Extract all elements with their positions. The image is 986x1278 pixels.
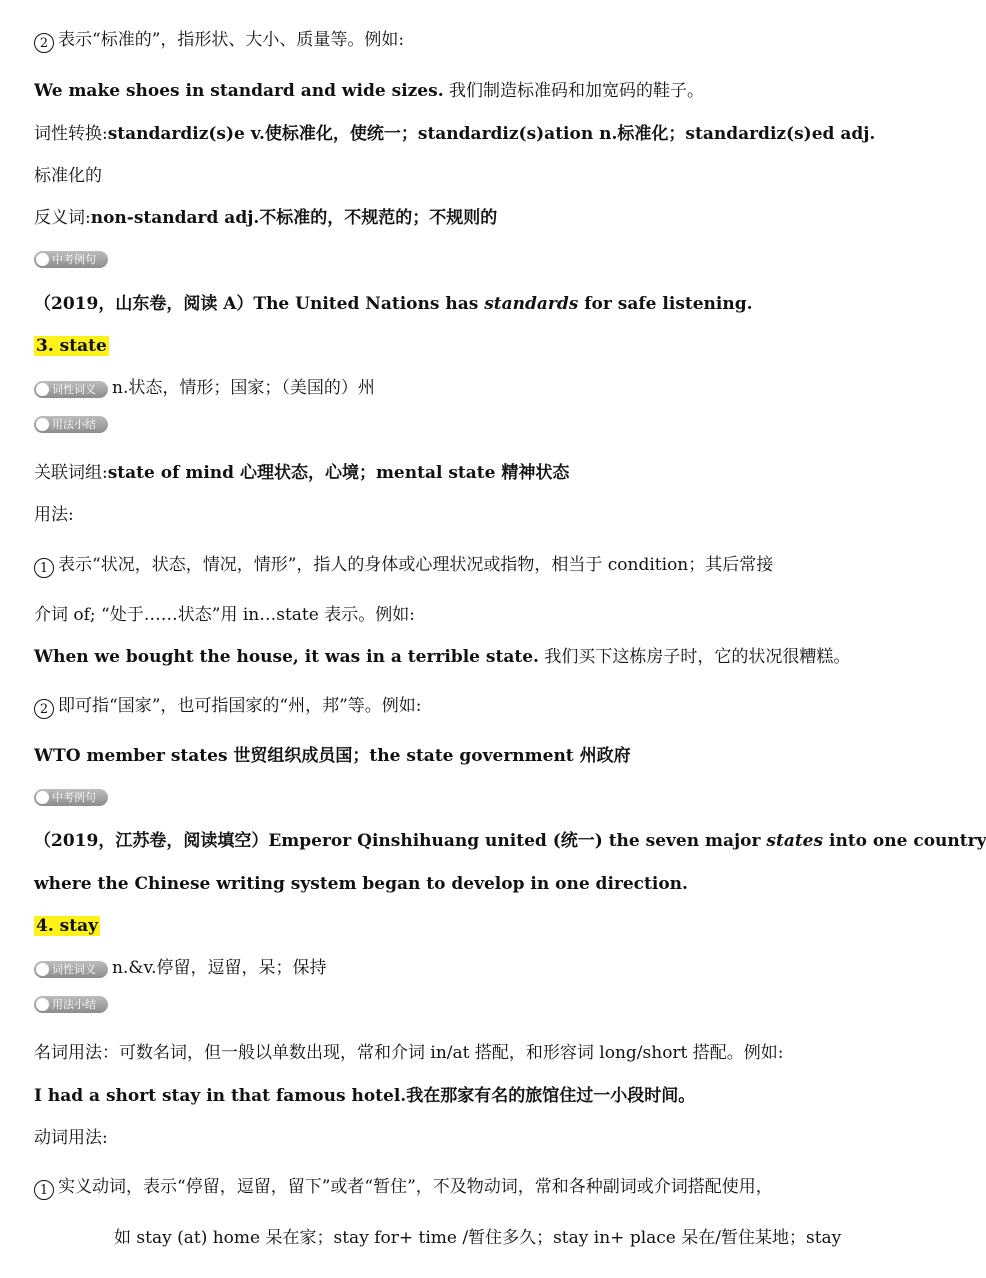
line-18 — [34, 1041, 929, 1065]
label: 词性转换: — [34, 124, 108, 144]
line-12 — [34, 645, 929, 669]
line-14 — [34, 744, 929, 768]
line-7 — [34, 376, 929, 400]
line-17 — [34, 956, 929, 980]
line-8 — [34, 461, 929, 485]
text: （2019，江苏卷，阅读填空）Emperor Qinshihuang united (统一) the seven major — [34, 831, 767, 851]
line-2 — [34, 79, 929, 103]
tag-pos-meaning: 词性词义 — [34, 961, 108, 978]
highlight: 3. state — [36, 336, 107, 356]
text: state of mind 心理状态，心境；mental state 精神状态 — [107, 463, 570, 483]
line-6 — [34, 292, 929, 316]
text: non-standard adj.不标准的，不规范的；不规则的 — [90, 208, 498, 228]
label: 关联词组: — [34, 463, 108, 483]
text: （2019，山东卷，阅读 A）The United Nations has — [34, 294, 485, 314]
text: 用法: — [34, 505, 74, 525]
line-13 — [34, 694, 929, 719]
text: into one country — [823, 831, 986, 851]
line-11 — [34, 603, 929, 627]
circled-number: 2 — [34, 33, 54, 53]
text: 实义动词，表示“停留，逗留，留下”或者“暂住”，不及物动词，常和各种副词或介词搭配使用， — [58, 1177, 773, 1197]
circled-number: 1 — [34, 1180, 54, 1200]
text: 表示“状况，状态，情况，情形”，指人的身体或心理状况或指物，相当于 condition；其后常接 — [58, 555, 774, 575]
text: 如 stay (at) home 呆在家；stay for+ time /暂住多久；stay in+ place 呆在/暂住某地；stay — [114, 1228, 842, 1248]
tag-usage-summary: 用法小结 — [34, 416, 108, 433]
text: where the Chinese writing system began to develop in one direction. — [34, 874, 688, 894]
label: 反义词: — [34, 208, 91, 228]
tag-pos-meaning: 词性词义 — [34, 381, 108, 398]
text: standardiz(s)e v.使标准化，使统一；standardiz(s)ation n.标准化；standardiz(s)ed adj. — [107, 124, 876, 144]
text: for safe listening. — [578, 294, 753, 314]
line-16 — [34, 872, 929, 896]
text: n.&v.停留，逗留，呆；保持 — [112, 958, 327, 978]
line-9 — [34, 503, 929, 527]
tag-exam-example: 中考例句 — [34, 789, 108, 806]
text: 动词用法: — [34, 1128, 108, 1148]
text: 名词用法：可数名词，但一般以单数出现，常和介词 in/at 搭配，和形容词 long/short 搭配。例如: — [34, 1043, 784, 1063]
heading-stay — [34, 914, 929, 938]
text: 标准化的 — [34, 166, 102, 186]
line-15 — [34, 829, 986, 853]
tag-usage-summary: 用法小结 — [34, 996, 108, 1013]
line-5 — [34, 206, 929, 230]
text: I had a short stay in that famous hotel.我在那家有名的旅馆住过一小段时间。 — [34, 1086, 696, 1106]
line-4 — [34, 164, 929, 188]
line-3 — [34, 122, 929, 146]
line-22 — [114, 1226, 929, 1250]
tag-exam-example: 中考例句 — [34, 251, 108, 268]
line-10 — [34, 553, 929, 578]
line-20 — [34, 1126, 929, 1150]
emphasis: standards — [484, 294, 579, 314]
line-19 — [34, 1084, 929, 1108]
text: 介词 of; “处于……状态”用 in…state 表示。例如: — [34, 605, 415, 625]
example-en: We make shoes in standard and wide sizes. — [34, 81, 444, 101]
circled-number: 1 — [34, 558, 54, 578]
text: WTO member states 世贸组织成员国；the state government 州政府 — [34, 746, 631, 766]
emphasis: states — [766, 831, 824, 851]
line-21 — [34, 1175, 929, 1200]
text: 表示“标准的”，指形状、大小、质量等。例如: — [58, 30, 405, 50]
example-en: When we bought the house, it was in a terrible state. — [34, 647, 539, 667]
line-1 — [34, 28, 929, 53]
example-zh: 我们买下这栋房子时，它的状况很糟糕。 — [544, 647, 851, 667]
heading-state — [34, 334, 929, 358]
highlight: 4. stay — [36, 916, 98, 936]
text: n.状态，情形；国家；（美国的）州 — [112, 378, 375, 398]
example-zh: 我们制造标准码和加宽码的鞋子。 — [449, 81, 705, 101]
circled-number: 2 — [34, 699, 54, 719]
text: 即可指“国家”，也可指国家的“州，邦”等。例如: — [58, 696, 422, 716]
